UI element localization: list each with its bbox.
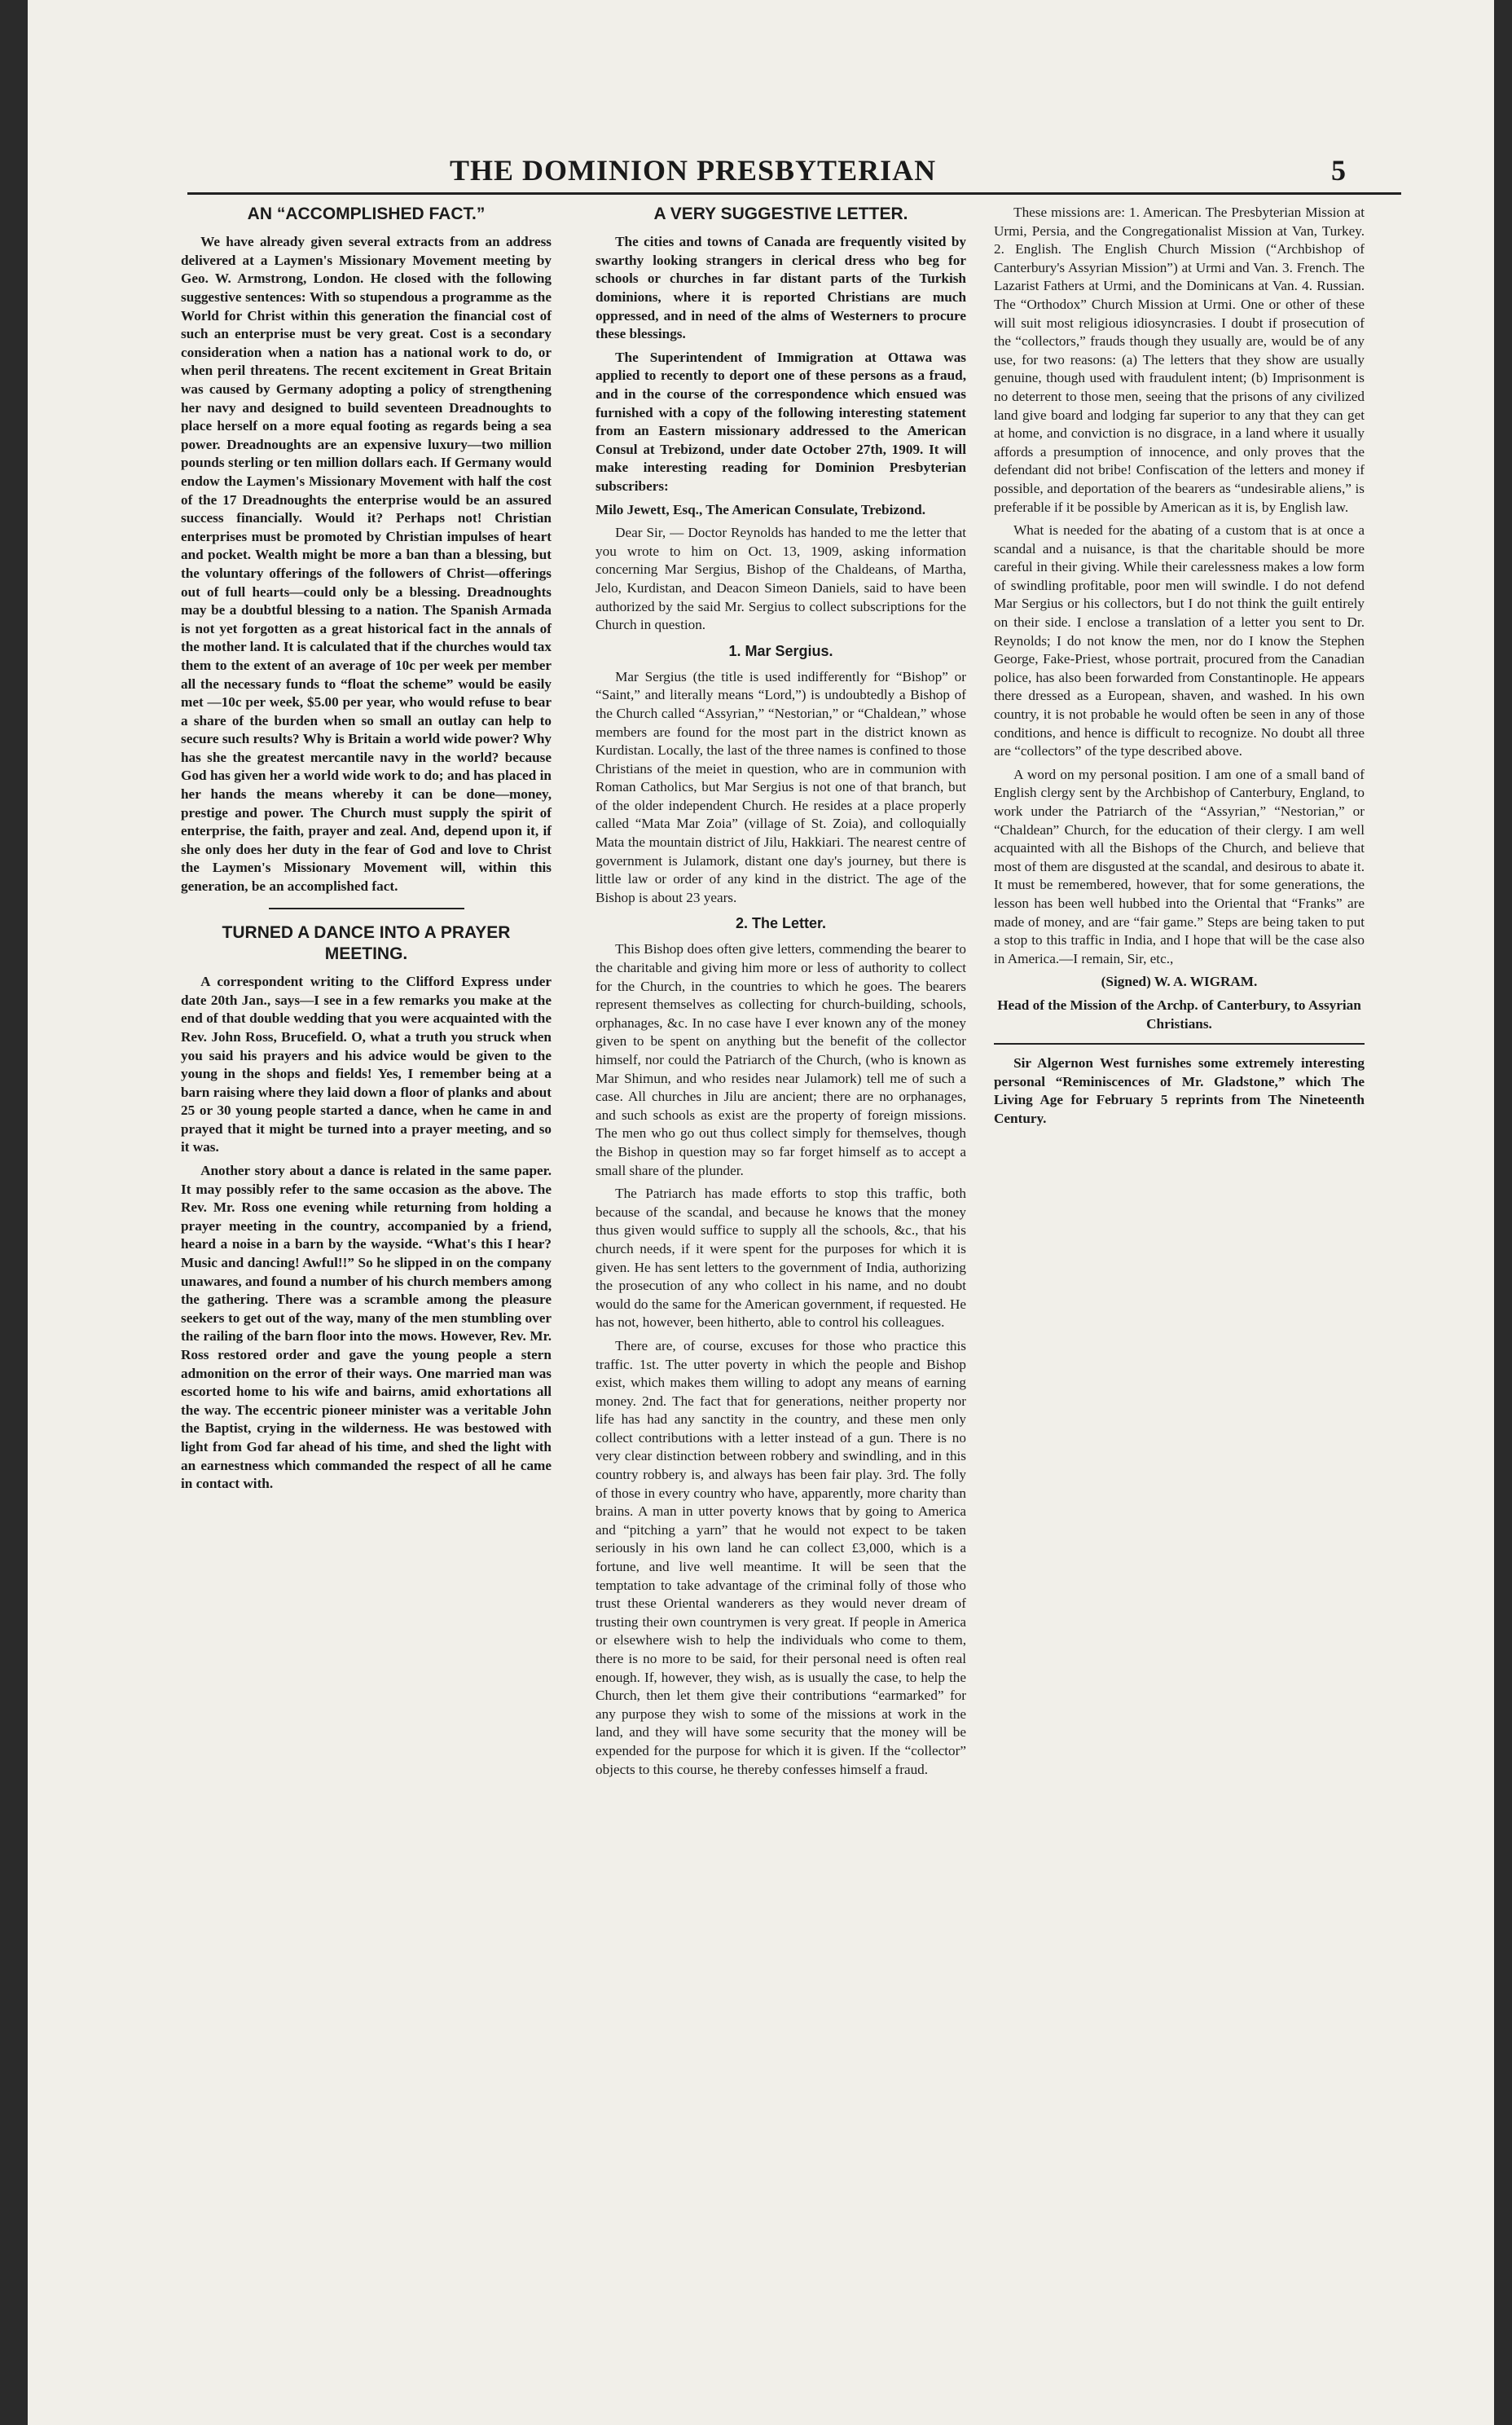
section-heading-the-letter: 2. The Letter. <box>735 915 827 932</box>
publication-title: THE DOMINION PRESBYTERIAN <box>450 154 937 187</box>
masthead <box>28 153 1494 194</box>
newspaper-page <box>28 0 1494 2425</box>
letter-address: Milo Jewett, Esq., The American Consulate, Trebizond. <box>596 501 926 517</box>
masthead-rule <box>187 192 1401 195</box>
article-paragraph: The Patriarch has made efforts to stop this traffic, both because of the scandal, and because he knows that the money thus given would suffice to supply all the schools, &c., that his church needs, if it were spent for the purposes for which it is given. He has sent letters to the government of India, authorizing the prosecution of any who collect in his name, and no doubt would do the same for the American government, if requested. He has not, however, been hitherto, able to control his colleagues. <box>596 1186 966 1331</box>
article-paragraph: Another story about a dance is related in the same paper. It may possibly refer to the same occasion as the above. The Rev. Mr. Ross one evening while returning from holding a prayer meeting in the country, accompanied by a friend, heard a noise in a barn by the wayside. “What's this I hear? Music and dancing! Awful!!” So he slipped in on the company unawares, and found a number of his church members among the gathering. There was a scramble among the pleasure seekers to get out of the way, many of the men stumbling over the railing of the barn floor into the mows. However, Rev. Mr. Ross restored order and gave the young people a stern admonition on the error of their ways. One married man was escorted home to his wife and bairns, amid exhortations all the way. The eccentric pioneer minister was a veritable John the Baptist, crying in the wilderness. He was bestowed with light from God far ahead of his time, and shed the light with an earnestness which commanded the respect of all he came in contact with. <box>181 1163 552 1492</box>
column-1 <box>181 204 552 1499</box>
article-paragraph: The cities and towns of Canada are frequently visited by swarthy looking strangers in clerical dress who beg for schools or churches in far distant parts of the Turkish dominions, where it is reported Christians are much oppressed, and in need of the alms of Westerners to procure these blessings. <box>596 234 966 342</box>
column-3 <box>994 204 1365 1133</box>
article-heading-accomplished-fact: AN “ACCOMPLISHED FACT.” <box>247 205 486 223</box>
article-paragraph: A word on my personal position. I am one of a small band of English clergy sent by the Archbishop of Canterbury, England, to work under the Patriarch of the “Assyrian,” “Nestorian,” or “Chaldean” Church, for the education of their clergy. I am well acquainted with all the Bishops of the Church, and believe that most of them are disgusted at the scandal, and desirous to abate it. It must be remembered, however, that for some generations, the lesson has been well hubbed into the Oriental that “Franks” are made of money, and are “fair game.” Steps are being taken to put a stop to this traffic in India, and I hope that will be the case also in America.—I remain, Sir, etc., <box>994 766 1365 966</box>
article-heading-prayer-meeting: TURNED A DANCE INTO A PRAYER MEETING. <box>222 922 511 963</box>
article-paragraph: We have already given several extracts from an address delivered at a Laymen's Missionary Movement meeting by Geo. W. Armstrong, London. He closed with the following suggestive sentences: With so stupendous a programme as the World for Christ within this generation the financial cost of such an enterprise must be very great. Cost is a secondary consideration when a nation has a national work to do, or when peril threatens. The recent excitement in Great Britain was caused by Germany adopting a policy of strengthening her navy and designed to build seventeen Dreadnoughts to place herself on a more equal footing as regards being a sea power. Dreadnoughts are an expensive luxury—two million pounds sterling or ten million dollars each. If Germany would endow the Laymen's Missionary Movement with half the cost of the 17 Dreadnoughts the enterprise would be an assured success financially. Would it? Perhaps not! Christian enterprises must be promoted by Christian impulses of heart and pocket. Wealth might be more a ban than a blessing, but the voluntary offerings of the followers of Christ—offerings out of full hearts—could only be a blessing. Dreadnoughts may be a doubtful blessing to a nation. The Spanish Armada is not yet forgotten as a great historical fact in the annals of the mother land. It is calculated that if the churches would tax them to the extent of an average of 10c per week per member all the necessary funds to “float the scheme” would be easily met —10c per week, $5.00 per year, who would refuse to bear a share of the burden when so small an outlay can help to secure such results? Why is Britain a world wide power? Why has she the greatest mercantile navy in the world? because God has given her a world wide work to do; and has placed in her hands the means whereby it can be done—money, prestige and power. The Church must supply the spirit of enterprise, the faith, prayer and zeal. And, depend upon it, if she only does her duty in the fear of God and love to Christ the Laymen's Missionary Movement will, within this generation, be an accomplished fact. <box>181 234 552 895</box>
page-number: 5 <box>1331 154 1346 187</box>
note-paragraph: Sir Algernon West furnishes some extremely interesting personal “Reminiscences of Mr. Gladstone,” which The Living Age for February 5 reprints from The Nineteenth Century. <box>994 1055 1365 1126</box>
section-divider <box>269 908 464 909</box>
letter-opening: Dear Sir, — Doctor Reynolds has handed to me the letter that you wrote to him on Oct. 13, 1909, asking information concerning Mar Sergius, Bishop of the Chaldeans, of Martha, Jelo, Kurdistan, and Deacon Simeon Daniels, said to have been authorized by the said Mr. Sergius to collect subscriptions for the Church in question. <box>596 525 966 633</box>
article-paragraph: Mar Sergius (the title is used indifferently for “Bishop” or “Saint,” and literally means “Lord,”) is undoubtedly a Bishop of the Church called “Assyrian,” “Nestorian,” or “Chaldean,” whose members are found for the most part in the district known as Kurdistan. Locally, the last of the three names is confined to those Christians of the meiet in question, who are in communion with Roman Catholics, but Mar Sergius is not one of that branch, but of the older independent Church. He resides at a place properly called “Mata Mar Zoia” (village of St. Zoia), and colloquially Mata the mountain district of Jilu, Hakkiari. The nearest centre of government is Julamork, distant one day's journey, but there is little law or order of any kind in the district. The age of the Bishop is about 23 years. <box>596 668 966 905</box>
article-paragraph: These missions are: 1. American. The Presbyterian Mission at Urmi, Persia, and the Congregationalist Mission at Van, Turkey. 2. English. The English Church Mission (“Archbishop of Canterbury's Assyrian Mission”) at Urmi and Van. 3. French. The Lazarist Fathers at Urmi, and the Dominicans at Van. 4. Russian. The “Orthodox” Church Mission at Urmi. One or other of these will suit most religious idiosyncrasies. I doubt if prosecution of the “collectors,” frauds though they usually are, would be of any use, for two reasons: (a) The letters that they show are usually genuine, though used with fraudulent intent; (b) Imprisonment is no deterrent to those men, seeing that the prisons of any civilized land give board and lodging far superior to any that they can get at home, and conviction is no disgrace, in a land where it usually affords a presumption of innocence, and only proves that the defendant did not bribe! Confiscation of the letters and money if possible, and deportation of the bearers as “undesirable aliens,” is preferable if it be possible by American as it is, by English law. <box>994 205 1365 515</box>
article-paragraph: The Superintendent of Immigration at Ottawa was applied to recently to deport one of these persons as a fraud, and in the course of the correspondence which ensued was furnished with a copy of the following interesting statement from an Eastern missionary addressed to the American Consul at Trebizond, under date October 27th, 1909. It will make interesting reading for Dominion Presbyterian subscribers: <box>596 349 966 494</box>
article-paragraph: What is needed for the abating of a custom that is at once a scandal and a nuisance, is that the charitable should be more careful in their giving. While their carelessness makes a low form of swindling profitable, poor men will swindle. I do not defend Mar Sergius or his collectors, but I do not think the guilt entirely on their side. I enclose a translation of a letter you sent to Dr. Reynolds; I do not know the men, nor do I know the Stephen George, Fake-Priest, whose portrait, procured from the Canadian police, has also been forwarded from Constantinople. He appears there dressed as a European, shaven, and washed. In his own country, it is not probable he would often be seen in any of those conditions, and hence is difficult to recognize. No doubt all three are “collectors” of the type described above. <box>994 522 1365 759</box>
article-paragraph: This Bishop does often give letters, commending the bearer to the charitable and giving him more or less of authority to collect for the Church, in the countries to which he goes. The bearers represent themselves as collecting for church-building, schools, orphanages, &c. In no case have I ever known any of the money given to be spent on anything but the benefit of the collector himself, nor could the Patriarch of the Church, (who is known as Mar Shimun, and who resides near Julamork) tell me of such a case. All churches in Jilu are ancient; there are no orphanages, and such schools as exist are the property of foreign missions. The men who go out thus collect simply for themselves, though the Bishop in question may so far forget himself as to accept a small share of the plunder. <box>596 941 966 1178</box>
column-2 <box>596 204 966 1784</box>
letter-signature: (Signed) W. A. WIGRAM. <box>1101 974 1258 990</box>
section-heading-mar-sergius: 1. Mar Sergius. <box>728 642 833 659</box>
article-paragraph: A correspondent writing to the Clifford Express under date 20th Jan., says—I see in a few remarks you make at the end of that double wedding that you were acquainted with the Rev. John Ross, Brucefield. O, what a truth you struck when you said his prayers and his advice would be given to the young in the shops and fields! Yes, I remember being at a barn raising where they laid down a floor of planks and about 25 or 30 young people started a dance, when he came in and prayed that it might be turned into a prayer meeting, and so it was. <box>181 974 552 1155</box>
article-heading-suggestive-letter: A VERY SUGGESTIVE LETTER. <box>653 205 908 223</box>
signature-title: Head of the Mission of the Archp. of Canterbury, to Assyrian Christians. <box>997 997 1361 1032</box>
article-paragraph: There are, of course, excuses for those who practice this traffic. 1st. The utter poverty in which the people and Bishop exist, which makes them willing to adopt any means of earning money. 2nd. The fact that for generations, neither property nor life has had any sanctity in the country, and these men only collect contributions with a letter instead of a gun. There is no very clear distinction between robbery and swindling, and in this country robbery is, and always has been fair play. 3rd. The folly of those in every country who have, apparently, more charity than brains. A man in utter poverty knows that by going to America and “pitching a yarn” that he would not expect to be taken seriously in his own land he can collect £3,000, which is a fortune, and live well meantime. It will be seen that the temptation to take advantage of the criminal folly of those who trust these Oriental wanderers as they would never dream of trusting their own countrymen is very great. If people in America or elsewhere wish to help the individuals who come to them, there is no more to be said, for their personal need is often real enough. If, however, they wish, as is usually the case, to help the Church, then let them give their contributions “earmarked” for any purpose they wish to some of the missions at work in the land, and they will have some security that the money will be expended for the purpose for which it is given. If the “collector” objects to this course, he thereby confesses himself a fraud. <box>596 1337 966 1777</box>
section-divider <box>994 1043 1365 1045</box>
